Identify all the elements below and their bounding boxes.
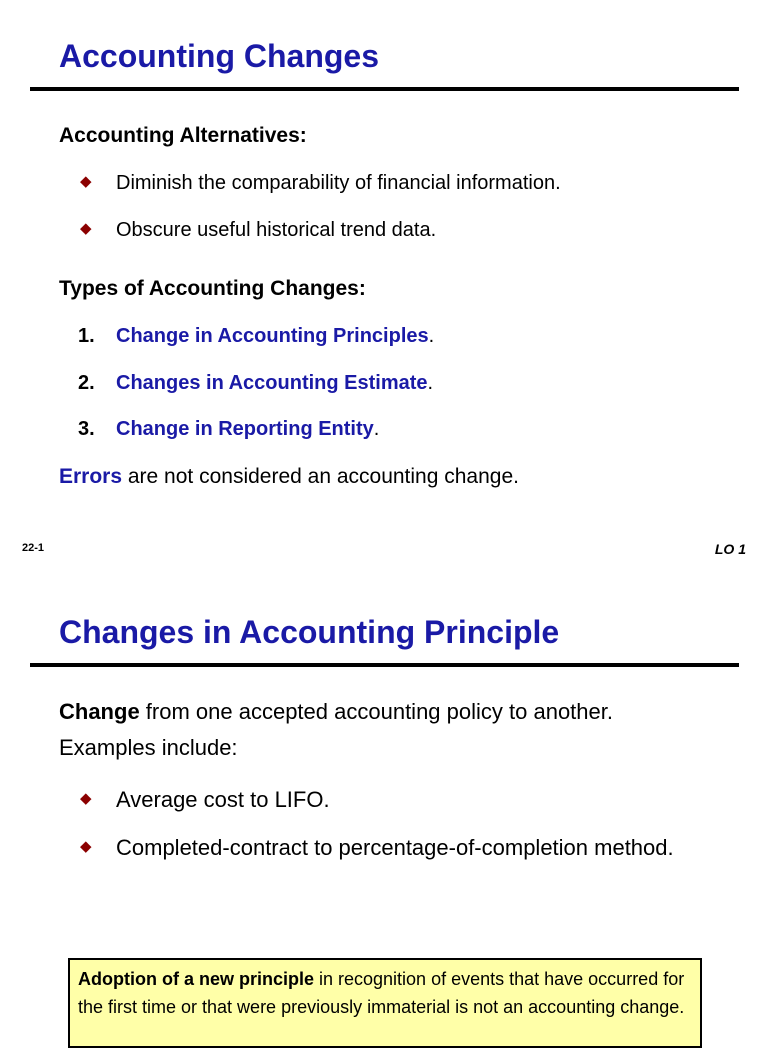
diamond-icon: ◆ (80, 173, 92, 190)
diamond-icon: ◆ (80, 220, 92, 237)
errors-statement (59, 465, 519, 489)
note-rest: in recognition of events that have occurred for the first time or that were previously immaterial is not an accounting change. (78, 969, 685, 1017)
accounting-alternatives-heading: Accounting Alternatives: (59, 124, 307, 147)
learning-objective: LO 1 (714, 541, 746, 557)
list-number: 2. (78, 372, 95, 394)
type-link: Change in Reporting Entity (116, 418, 374, 440)
type-suffix: . (427, 372, 434, 394)
slide1-title: Accounting Changes (59, 38, 380, 74)
type-link: Change in Accounting Principles (116, 325, 429, 347)
intro-line-2: Examples include: (59, 735, 238, 760)
type-item (116, 418, 379, 441)
type-suffix: . (428, 325, 435, 347)
bullet-item: Obscure useful historical trend data. (116, 219, 437, 241)
intro-line (59, 699, 613, 725)
diamond-icon: ◆ (80, 790, 92, 807)
types-of-changes-heading: Types of Accounting Changes: (59, 277, 366, 300)
type-item (116, 372, 433, 395)
type-item (116, 325, 434, 348)
type-link: Changes in Accounting Estimate (116, 372, 428, 394)
note-bold: Adoption of a new principle (78, 969, 314, 989)
page-number: 22-1 (22, 542, 45, 554)
intro-bold: Change (59, 699, 140, 724)
slide2-title: Changes in Accounting Principle (59, 614, 560, 650)
bullet-item: Diminish the comparability of financial information. (116, 172, 561, 194)
title-divider (30, 87, 739, 91)
type-suffix: . (373, 418, 380, 440)
errors-keyword: Errors (59, 465, 123, 488)
errors-rest: are not considered an accounting change. (122, 465, 519, 488)
list-number: 1. (78, 325, 95, 347)
bullet-item: Average cost to LIFO. (116, 787, 330, 812)
diamond-icon: ◆ (80, 838, 92, 855)
list-number: 3. (78, 418, 95, 440)
intro-rest: from one accepted accounting policy to another. (139, 699, 613, 724)
note-box (68, 958, 702, 1048)
bullet-item: Completed-contract to percentage-of-completion method. (116, 835, 674, 860)
title-divider (30, 663, 739, 667)
